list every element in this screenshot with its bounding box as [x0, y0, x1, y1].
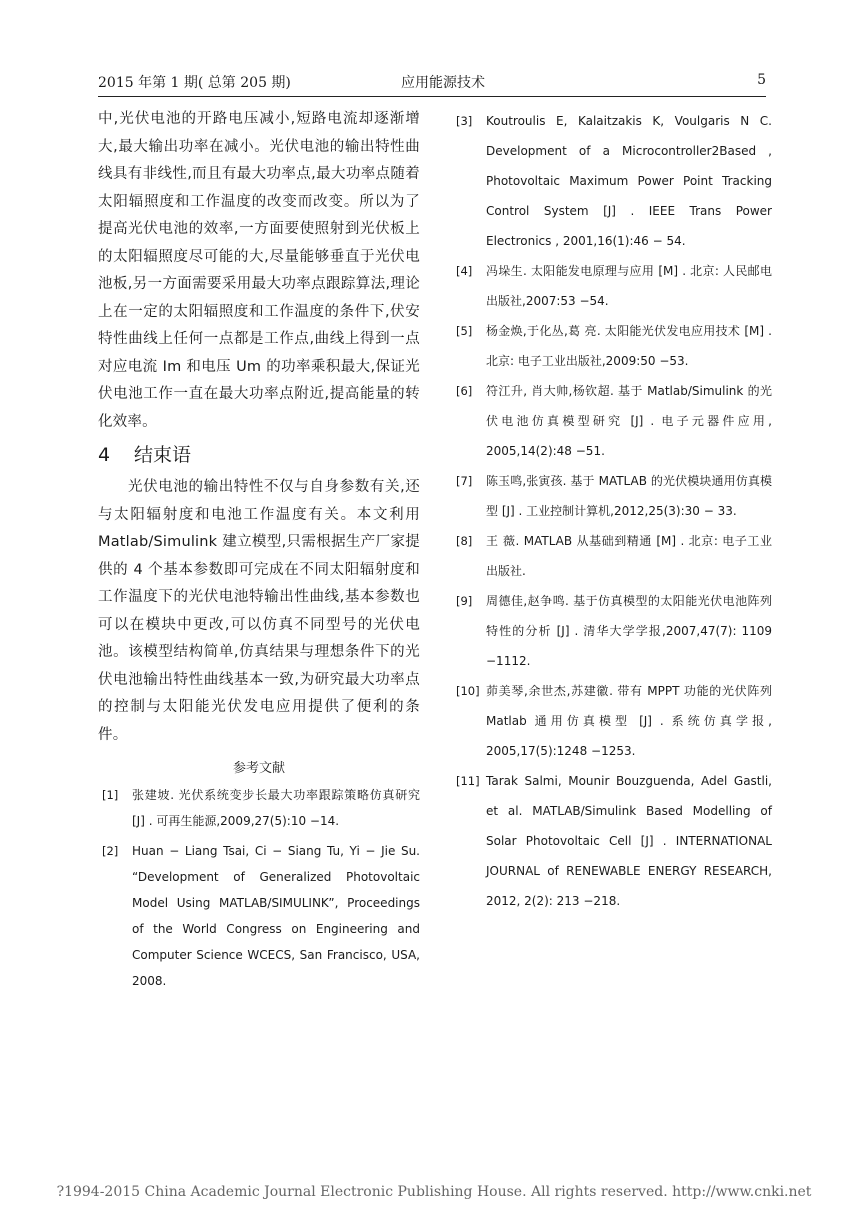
right-column [452, 106, 772, 916]
reference-item [452, 526, 772, 586]
reference-text: 茆美琴,余世杰,苏建徽. 带有 MPPT 功能的光伏阵列 Matlab 通用仿真模型 [J] . 系统仿真学报, 2005,17(5):1248 −1253. [486, 684, 772, 758]
reference-tag: [8] [456, 534, 473, 548]
reference-item [98, 838, 420, 994]
reference-text: 周德佳,赵争鸣. 基于仿真模型的太阳能光伏电池阵列特性的分析 [J] . 清华大学学报,2007,47(7): 1109 −1112. [486, 594, 772, 668]
reference-tag: [11] [456, 774, 480, 788]
reference-text: 王 薇. MATLAB 从基础到精通 [M] . 北京: 电子工业出版社. [486, 534, 772, 578]
reference-item [452, 106, 772, 256]
body-paragraph: 光伏电池的输出特性不仅与自身参数有关,还与太阳辐射度和电池工作温度有关。本文利用 Matlab/Simulink 建立模型,只需根据生产厂家提供的 4 个基本参数即可完成在不同太阳辐射度和工作温度下的光伏电池特输出性曲线,基本参数也可以在模块中更改,可以仿真不同型号的光伏电池。该模型结构简单,仿真结果与理想条件下的光伏电池输出特性曲线基本一致,为研究最大功率点的控制与太阳能光伏发电应用提供了便利的条件。 [98, 479, 420, 743]
reference-text: 杨金焕,于化丛,葛 亮. 太阳能光伏发电应用技术 [M] . 北京: 电子工业出版社,2009:50 −53. [486, 324, 772, 368]
reference-tag: [7] [456, 474, 473, 488]
reference-tag: [2] [102, 844, 119, 858]
reference-tag: [5] [456, 324, 473, 338]
reference-text: 符江升, 肖大帅,杨钦超. 基于 Matlab/Simulink 的光伏电池仿真模型研究 [J] . 电子元器件应用, 2005,14(2):48 −51. [486, 384, 772, 458]
reference-item [452, 586, 772, 676]
section-title: 结束语 [134, 444, 192, 466]
section-heading [98, 440, 420, 470]
reference-text: Koutroulis E, Kalaitzakis K, Voulgaris N C. Development of a Microcontroller2Based , Photovoltaic Maximum Power Point Tracking Control System [J] . IEEE Trans Power Electronics , 2001,16(1):46 − 54. [486, 114, 772, 248]
reference-tag: [1] [102, 788, 119, 802]
reference-tag: [9] [456, 594, 473, 608]
left-column [98, 106, 420, 998]
reference-text: 冯垛生. 太阳能发电原理与应用 [M] . 北京: 人民邮电出版社,2007:53 −54. [486, 264, 772, 308]
copyright-footer: ?1994-2015 China Academic Journal Electronic Publishing House. All rights reserved. http://www.cnki.net [56, 1184, 812, 1200]
reference-item [452, 766, 772, 916]
reference-text: 张建坡. 光伏系统变步长最大功率跟踪策略仿真研究 [J] . 可再生能源,2009,27(5):10 −14. [132, 788, 420, 828]
page-header [98, 70, 766, 94]
reference-tag: [3] [456, 114, 473, 128]
reference-item [452, 466, 772, 526]
issue-info: 2015 年第 1 期( 总第 205 期) [98, 75, 291, 91]
reference-tag: [4] [456, 264, 473, 278]
body-paragraph: 中,光伏电池的开路电压减小,短路电流却逐渐增大,最大输出功率在减小。光伏电池的输出特性曲线具有非线性,而且有最大功率点,最大功率点随着太阳辐照度和工作温度的改变而改变。所以为了提高光伏电池的效率,一方面要使照射到光伏板上的太阳辐照度尽可能的大,尽量能够垂直于光伏电池板,另一方面需要采用最大功率点跟踪算法,理论上在一定的太阳辐照度和工作温度的条件下,伏安特性曲线上任何一点都是工作点,曲线上得到一点对应电流 Im 和电压 Um 的功率乘积最大,保证光伏电池工作一直在最大功率点附近,提高能量的转化效率。 [98, 111, 420, 430]
reference-text: 陈玉鸣,张寅孩. 基于 MATLAB 的光伏模块通用仿真模型 [J] . 工业控制计算机,2012,25(3):30 − 33. [486, 474, 772, 518]
reference-item [452, 316, 772, 376]
reference-item [452, 676, 772, 766]
reference-item [98, 782, 420, 834]
references-heading: 参考文献 [232, 761, 285, 776]
page-number: 5 [757, 72, 766, 88]
reference-item [452, 376, 772, 466]
section-number: 4 [98, 444, 111, 466]
reference-tag: [10] [456, 684, 480, 698]
reference-tag: [6] [456, 384, 473, 398]
journal-title: 应用能源技术 [401, 75, 485, 91]
reference-item [452, 256, 772, 316]
reference-text: Tarak Salmi, Mounir Bouzguenda, Adel Gastli, et al. MATLAB/Simulink Based Modelling of Solar Photovoltaic Cell [J] . INTERNATIONAL JOURNAL of RENEWABLE ENERGY RESEARCH, 2012, 2(2): 213 −218. [486, 774, 772, 908]
header-divider [98, 96, 766, 97]
reference-text: Huan − Liang Tsai, Ci − Siang Tu, Yi − Jie Su. “Development of Generalized Photovoltaic Model Using MATLAB/SIMULINK”, Proceedings of the World Congress on Engineering and Computer Science WCECS, San Francisco, USA, 2008. [132, 844, 420, 988]
